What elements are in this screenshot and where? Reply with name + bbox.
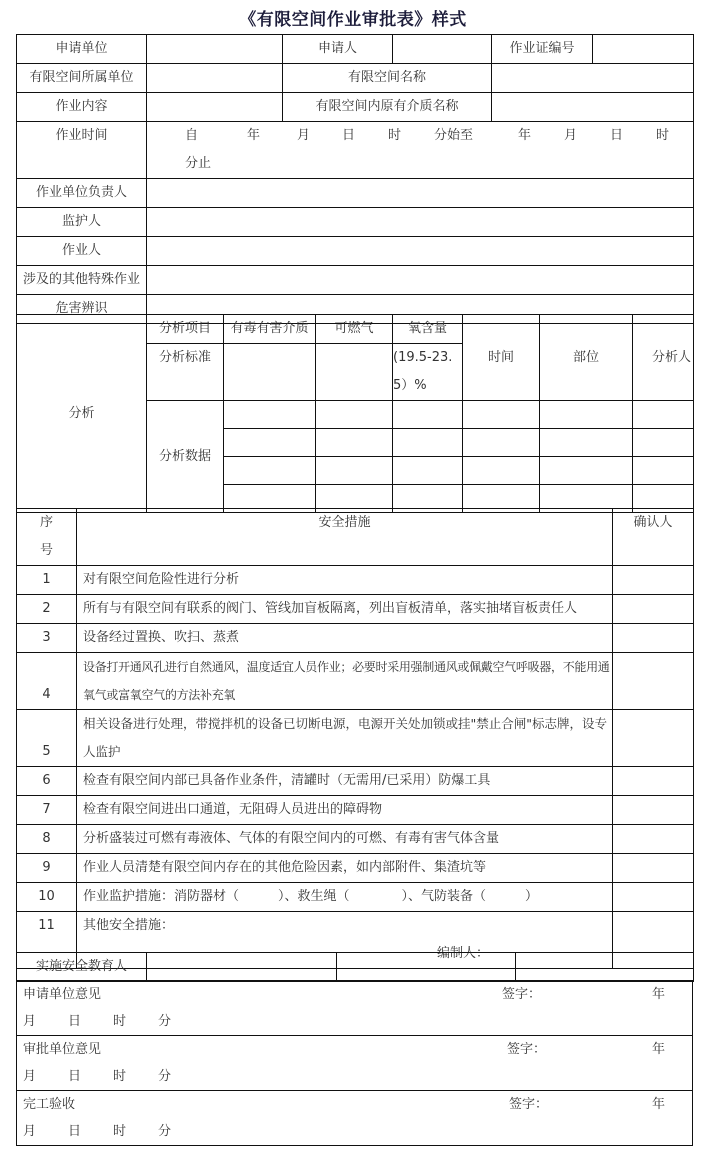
approver-opinion-label: 审批单位意见 (23, 1042, 102, 1057)
time-part: 分始至 (434, 128, 474, 143)
measure-text: 检查有限空间进出口通道，无阻碍人员进出的障碍物 (77, 796, 613, 825)
space-name-field[interactable] (492, 64, 694, 93)
measure-text: 对有限空间危险性进行分析 (77, 566, 613, 595)
measure-text: 作业监护措施：消防器材（ ）、救生绳（ ）、气防装备（ ） (77, 883, 613, 912)
signature-label: 签字： (502, 987, 542, 1002)
confirm-header: 确认人 (613, 509, 694, 566)
other-special-work-field[interactable] (147, 266, 694, 295)
work-time-label: 作业时间 (17, 122, 147, 179)
time-part: 日 (342, 128, 356, 143)
measure-text: 相关设备进行处理，带搅拌机的设备已切断电源，电源开关处加锁或挂"禁止合闸"标志牌，设专人监护 (77, 710, 613, 767)
confirm-field[interactable] (613, 653, 694, 710)
original-medium-label: 有限空间内原有介质名称 (283, 93, 492, 122)
month-label: 月 (23, 1014, 37, 1029)
other-special-work-label: 涉及的其他特殊作业 (17, 266, 147, 295)
measure-text: 分析盛装过可燃有毒液体、气体的有限空间内的可燃、有毒有害气体含量 (77, 825, 613, 854)
confirm-field[interactable] (613, 796, 694, 825)
time-part: 年 (247, 128, 261, 143)
seq-no: 2 (17, 595, 77, 624)
data-cell[interactable] (633, 401, 694, 429)
confirm-field[interactable] (613, 767, 694, 796)
time-header: 时间 (463, 315, 540, 401)
data-cell[interactable] (393, 401, 463, 429)
toxic-medium-header: 有毒有害介质 (224, 315, 316, 344)
applicant-unit-field[interactable] (147, 35, 283, 64)
applicant-label: 申请人 (283, 35, 393, 64)
oxygen-header: 氧含量 (393, 315, 463, 344)
unit-leader-label: 作业单位负责人 (17, 179, 147, 208)
data-cell[interactable] (393, 429, 463, 457)
hour-label: 时 (113, 1124, 127, 1139)
signature-label: 签字： (507, 1042, 547, 1057)
day-label: 日 (68, 1014, 82, 1029)
data-cell[interactable] (393, 457, 463, 485)
worker-label: 作业人 (17, 237, 147, 266)
data-cell[interactable] (463, 401, 540, 429)
education-label: 实施安全教育人 (17, 953, 147, 982)
applicant-field[interactable] (393, 35, 492, 64)
seq-no: 3 (17, 624, 77, 653)
time-part: 日 (610, 128, 624, 143)
confirm-field[interactable] (613, 825, 694, 854)
oxygen-standard-value: (19.5-23.5）% (393, 344, 463, 401)
measure-text: 作业人员清楚有限空间内存在的其他危险因素，如内部附件、集渣坑等 (77, 854, 613, 883)
toxic-standard-field[interactable] (224, 344, 316, 401)
space-owner-field[interactable] (147, 64, 283, 93)
month-label: 月 (23, 1069, 37, 1084)
data-cell[interactable] (633, 429, 694, 457)
day-label: 日 (68, 1069, 82, 1084)
analysis-table (16, 314, 694, 513)
education-field-1[interactable] (147, 953, 337, 982)
measure-text: 其他安全措施： (83, 918, 175, 933)
time-part: 自 (185, 128, 199, 143)
time-part: 月 (297, 128, 311, 143)
work-content-label: 作业内容 (17, 93, 147, 122)
data-cell[interactable] (316, 457, 393, 485)
minute-label: 分 (158, 1069, 172, 1084)
data-cell[interactable] (316, 401, 393, 429)
applicant-opinion-label: 申请单位意见 (23, 987, 102, 1002)
data-cell[interactable] (540, 401, 633, 429)
signature-label: 签字： (509, 1097, 549, 1112)
seq-no: 11 (17, 912, 77, 969)
confirm-field[interactable] (613, 595, 694, 624)
analysis-section-label: 分析 (17, 315, 147, 513)
measure-text: 设备打开通风孔进行自然通风，温度适宜人员作业；必要时采用强制通风或佩戴空气呼吸器，不能用通氧气或富氧空气的方法补充氧 (77, 653, 613, 710)
hour-label: 时 (113, 1014, 127, 1029)
time-part: 时 (656, 128, 670, 143)
minute-label: 分 (158, 1014, 172, 1029)
basic-info-table (16, 34, 694, 324)
combustible-standard-field[interactable] (316, 344, 393, 401)
confirm-field[interactable] (613, 566, 694, 595)
measure-text: 设备经过置换、吹扫、蒸煮 (77, 624, 613, 653)
completion-acceptance-label: 完工验收 (23, 1097, 76, 1112)
seq-no: 8 (17, 825, 77, 854)
confirm-field[interactable] (613, 624, 694, 653)
compiler-label: 编制人： (437, 946, 490, 961)
seq-no: 10 (17, 883, 77, 912)
confirm-field[interactable] (613, 854, 694, 883)
work-time-field[interactable] (147, 122, 694, 179)
data-cell[interactable] (224, 429, 316, 457)
education-field-2[interactable] (337, 953, 516, 982)
confirm-field[interactable] (613, 710, 694, 767)
year-label: 年 (652, 987, 666, 1002)
data-cell[interactable] (463, 429, 540, 457)
data-cell[interactable] (633, 457, 694, 485)
measure-text: 检查有限空间内部已具备作业条件，清罐时（无需用/已采用）防爆工具 (77, 767, 613, 796)
signoff-table (16, 980, 693, 1146)
space-name-label: 有限空间名称 (283, 64, 492, 93)
safety-measures-table (16, 508, 694, 969)
work-content-field[interactable] (147, 93, 283, 122)
data-cell[interactable] (224, 457, 316, 485)
seq-no: 6 (17, 767, 77, 796)
data-cell[interactable] (316, 429, 393, 457)
analyst-header: 分析人 (633, 315, 694, 401)
data-cell[interactable] (463, 457, 540, 485)
confirm-field[interactable] (613, 883, 694, 912)
analysis-item-label: 分析项目 (147, 315, 224, 344)
page-title: 《有限空间作业审批表》样式 (239, 10, 467, 30)
year-label: 年 (652, 1097, 666, 1112)
hour-label: 时 (113, 1069, 127, 1084)
guardian-label: 监护人 (17, 208, 147, 237)
permit-no-label: 作业证编号 (492, 35, 593, 64)
time-part: 年 (518, 128, 532, 143)
analysis-data-label: 分析数据 (147, 401, 224, 513)
data-cell[interactable] (224, 401, 316, 429)
measure-text: 所有与有限空间有联系的阀门、管线加盲板隔离，列出盲板清单，落实抽堵盲板责任人 (77, 595, 613, 624)
time-end: 分止 (185, 156, 212, 171)
year-label: 年 (652, 1042, 666, 1057)
data-cell[interactable] (540, 457, 633, 485)
applicant-opinion-cell[interactable] (17, 981, 693, 1036)
location-header: 部位 (540, 315, 633, 401)
seq-no: 9 (17, 854, 77, 883)
combustible-gas-header: 可燃气 (316, 315, 393, 344)
day-label: 日 (68, 1124, 82, 1139)
education-table (16, 952, 694, 982)
guardian-field[interactable] (147, 208, 694, 237)
seq-no: 5 (17, 710, 77, 767)
applicant-unit-label: 申请单位 (17, 35, 147, 64)
approver-opinion-cell[interactable] (17, 1036, 693, 1091)
seq-header: 序号 (17, 509, 77, 566)
permit-no-field[interactable] (593, 35, 694, 64)
analysis-standard-label: 分析标准 (147, 344, 224, 401)
hazard-identification-label: 危害辨识 (17, 295, 147, 324)
month-label: 月 (23, 1124, 37, 1139)
work-time-line (147, 122, 693, 150)
seq-no: 7 (17, 796, 77, 825)
space-owner-label: 有限空间所属单位 (17, 64, 147, 93)
time-part: 时 (388, 128, 402, 143)
original-medium-field[interactable] (492, 93, 694, 122)
measures-header: 安全措施 (77, 509, 613, 566)
seq-no: 1 (17, 566, 77, 595)
education-field-3[interactable] (516, 953, 694, 982)
completion-acceptance-cell[interactable] (17, 1091, 693, 1146)
time-part: 月 (564, 128, 578, 143)
minute-label: 分 (158, 1124, 172, 1139)
worker-field[interactable] (147, 237, 694, 266)
data-cell[interactable] (540, 429, 633, 457)
seq-no: 4 (17, 653, 77, 710)
unit-leader-field[interactable] (147, 179, 694, 208)
